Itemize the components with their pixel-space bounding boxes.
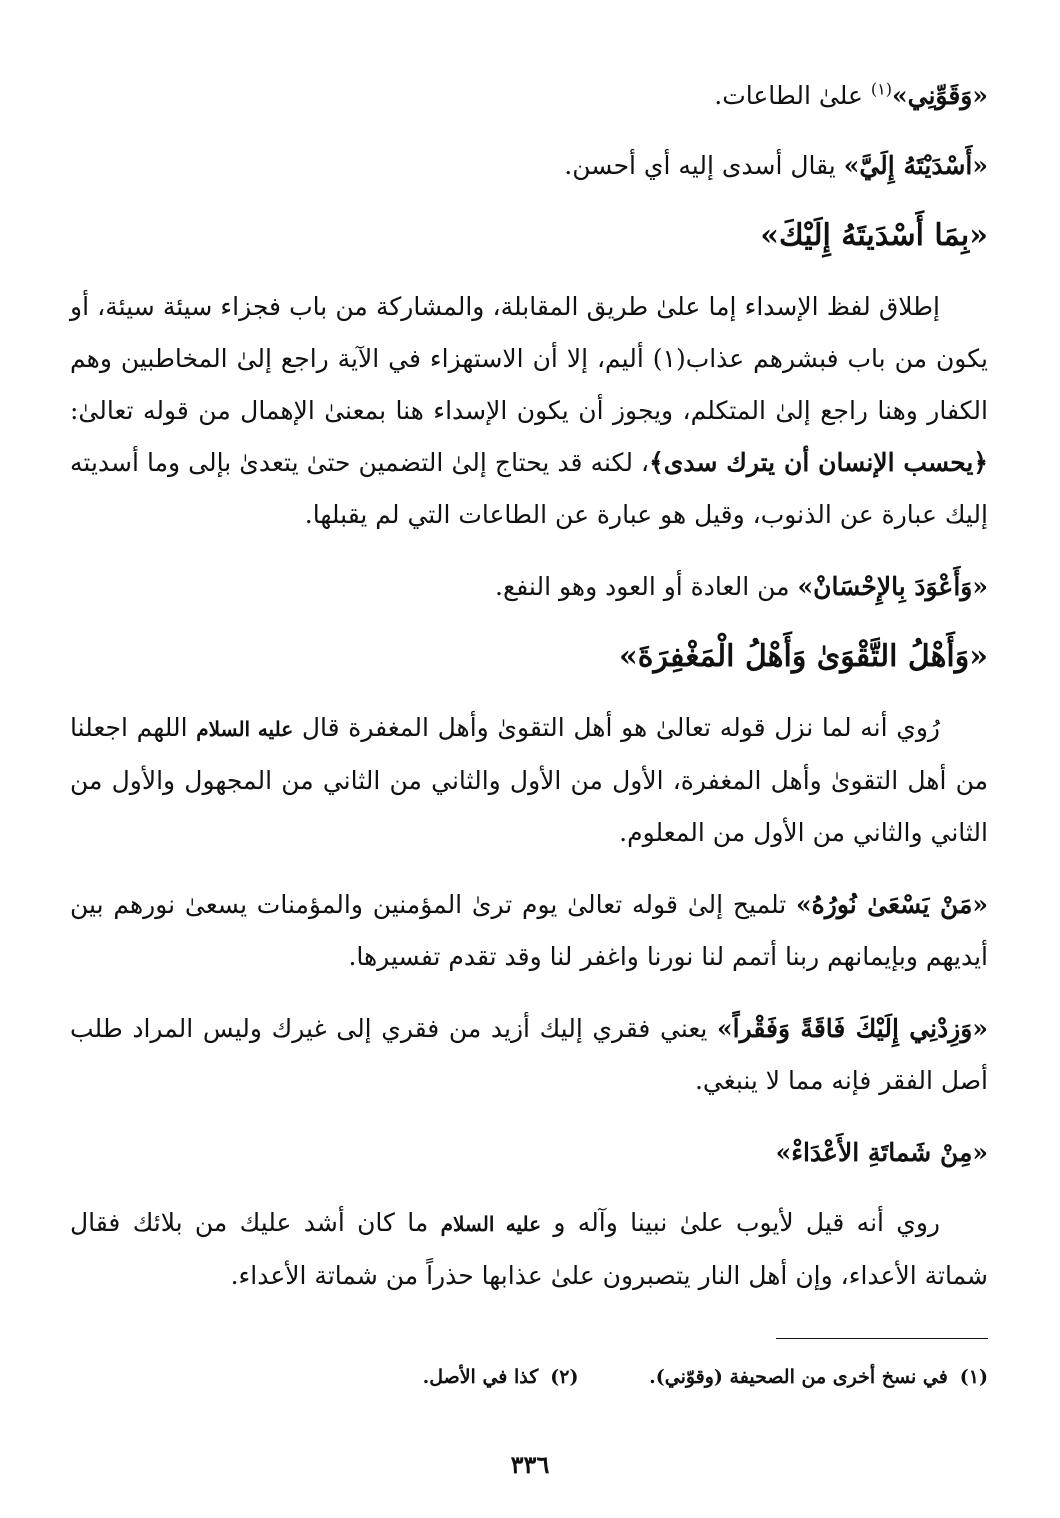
honorific-glyph: عليه السلام xyxy=(440,1212,542,1236)
entry-man-yasaa xyxy=(70,879,988,983)
entry-heading: «مِنْ شَماتَةِ الأَعْدَاءْ» xyxy=(775,1138,988,1167)
entry-heading: «مَنْ يَسْعَىٰ نُورُهُ» xyxy=(796,890,989,919)
entry-bima-asdaytahu xyxy=(70,210,988,263)
paragraph-text: ما كان أشد عليك من بلائك فقال شماتة الأعداء، وإن أهل النار يتصبرون علىٰ عذابها حذراً من شماتة الأعداء. xyxy=(70,1208,988,1290)
footnote-number: (١) xyxy=(959,1366,988,1388)
footnote-2 xyxy=(423,1362,579,1392)
entry-heading: «أَسْدَيْتَهُ إِلَيَّ» xyxy=(843,151,988,180)
footnotes xyxy=(88,1362,988,1392)
entry-heading: «بِمَا أَسْدَيتَهُ إِلَيْكَ» xyxy=(760,218,988,253)
footnote-text: في نسخ أخرى من الصحيفة (وقوّني). xyxy=(649,1366,948,1388)
paragraph-text: ، لكنه قد يحتاج إلىٰ التضمين حتىٰ يتعدىٰ بإلى وما أسديته إليك عبارة عن الذنوب، وقيل هو عبارة عن الطاعات التي لم يقبلها. xyxy=(70,448,988,529)
entry-text: يقال أسدى إليه أي أحسن. xyxy=(564,151,844,180)
footnote-divider xyxy=(776,1338,988,1339)
entry-waqawwini xyxy=(70,70,988,122)
commentary-paragraph-3 xyxy=(70,1197,988,1302)
entry-text: من العادة أو العود وهو النفع. xyxy=(495,572,798,601)
entry-text: علىٰ الطاعات. xyxy=(714,81,871,110)
entry-aawad xyxy=(70,561,988,613)
entry-heading: «وَزِدْنِي إِلَيْكَ فَاقَةً وَفَقْراً» xyxy=(717,1014,988,1043)
commentary-paragraph-2 xyxy=(70,702,988,859)
footnote-1 xyxy=(649,1362,988,1392)
footnote-number: (٢) xyxy=(550,1366,579,1388)
paragraph-text: رُوي أنه لما نزل قوله تعالىٰ هو أهل التقوىٰ وأهل المغفرة قال xyxy=(293,713,940,742)
entry-heading: «وَأَعْوَدَ بِالإِحْسَانْ» xyxy=(797,572,988,601)
footnote-text: كذا في الأصل. xyxy=(422,1366,539,1388)
commentary-paragraph-1 xyxy=(70,281,988,541)
entry-heading: «وَقَوِّنِي» xyxy=(892,81,988,110)
entry-asdaytahu xyxy=(70,140,988,192)
paragraph-text: إطلاق لفظ الإسداء إما علىٰ طريق المقابلة، والمشاركة من باب فجزاء سيئة سيئة، أو يكون من باب فبشرهم عذاب(١) أليم، إلا أن الاستهزاء في الآية راجع إلىٰ المخاطبين وهم الكفار وهنا راجع إلىٰ المتكلم، ويجوز أن يكون الإسداء هنا بمعنىٰ الإهمال من قوله تعالىٰ: xyxy=(70,292,988,425)
page-number: ٣٣٦ xyxy=(510,1450,550,1479)
entry-ahl-altaqwa xyxy=(70,631,988,684)
page-body xyxy=(70,70,988,1322)
quran-quote: ﴿يحسب الإنسان أن يترك سدى﴾ xyxy=(649,448,989,477)
footnote-marker: (١) xyxy=(870,79,893,99)
paragraph-text: اللهم اجعلنا من أهل التقوىٰ وأهل المغفرة، الأول من الأول والثاني من الثاني من المجهول والأول من الثاني والثاني من الأول من المعلوم. xyxy=(70,713,988,847)
entry-text: تلميح إلىٰ قوله تعالىٰ يوم ترىٰ المؤمنين والمؤمنات يسعىٰ نورهم بين أيديهم وبإيمانهم ربنا أتمم لنا نورنا واغفر لنا وقد تقدم تفسيرها. xyxy=(70,890,988,971)
paragraph-text: روي أنه قيل لأيوب علىٰ نبينا وآله و xyxy=(541,1208,940,1237)
entry-zidni xyxy=(70,1003,988,1107)
entry-shamatat xyxy=(70,1127,988,1179)
honorific-glyph: عليه السلام xyxy=(196,717,294,741)
entry-heading: «وَأَهْلُ التَّقْوَىٰ وَأَهْلُ الْمَغْفِرَةَ» xyxy=(619,639,988,674)
entry-text: يعني فقري إليك أزيد من فقري إلى غيرك وليس المراد طلب أصل الفقر فإنه مما لا ينبغي. xyxy=(70,1014,988,1095)
